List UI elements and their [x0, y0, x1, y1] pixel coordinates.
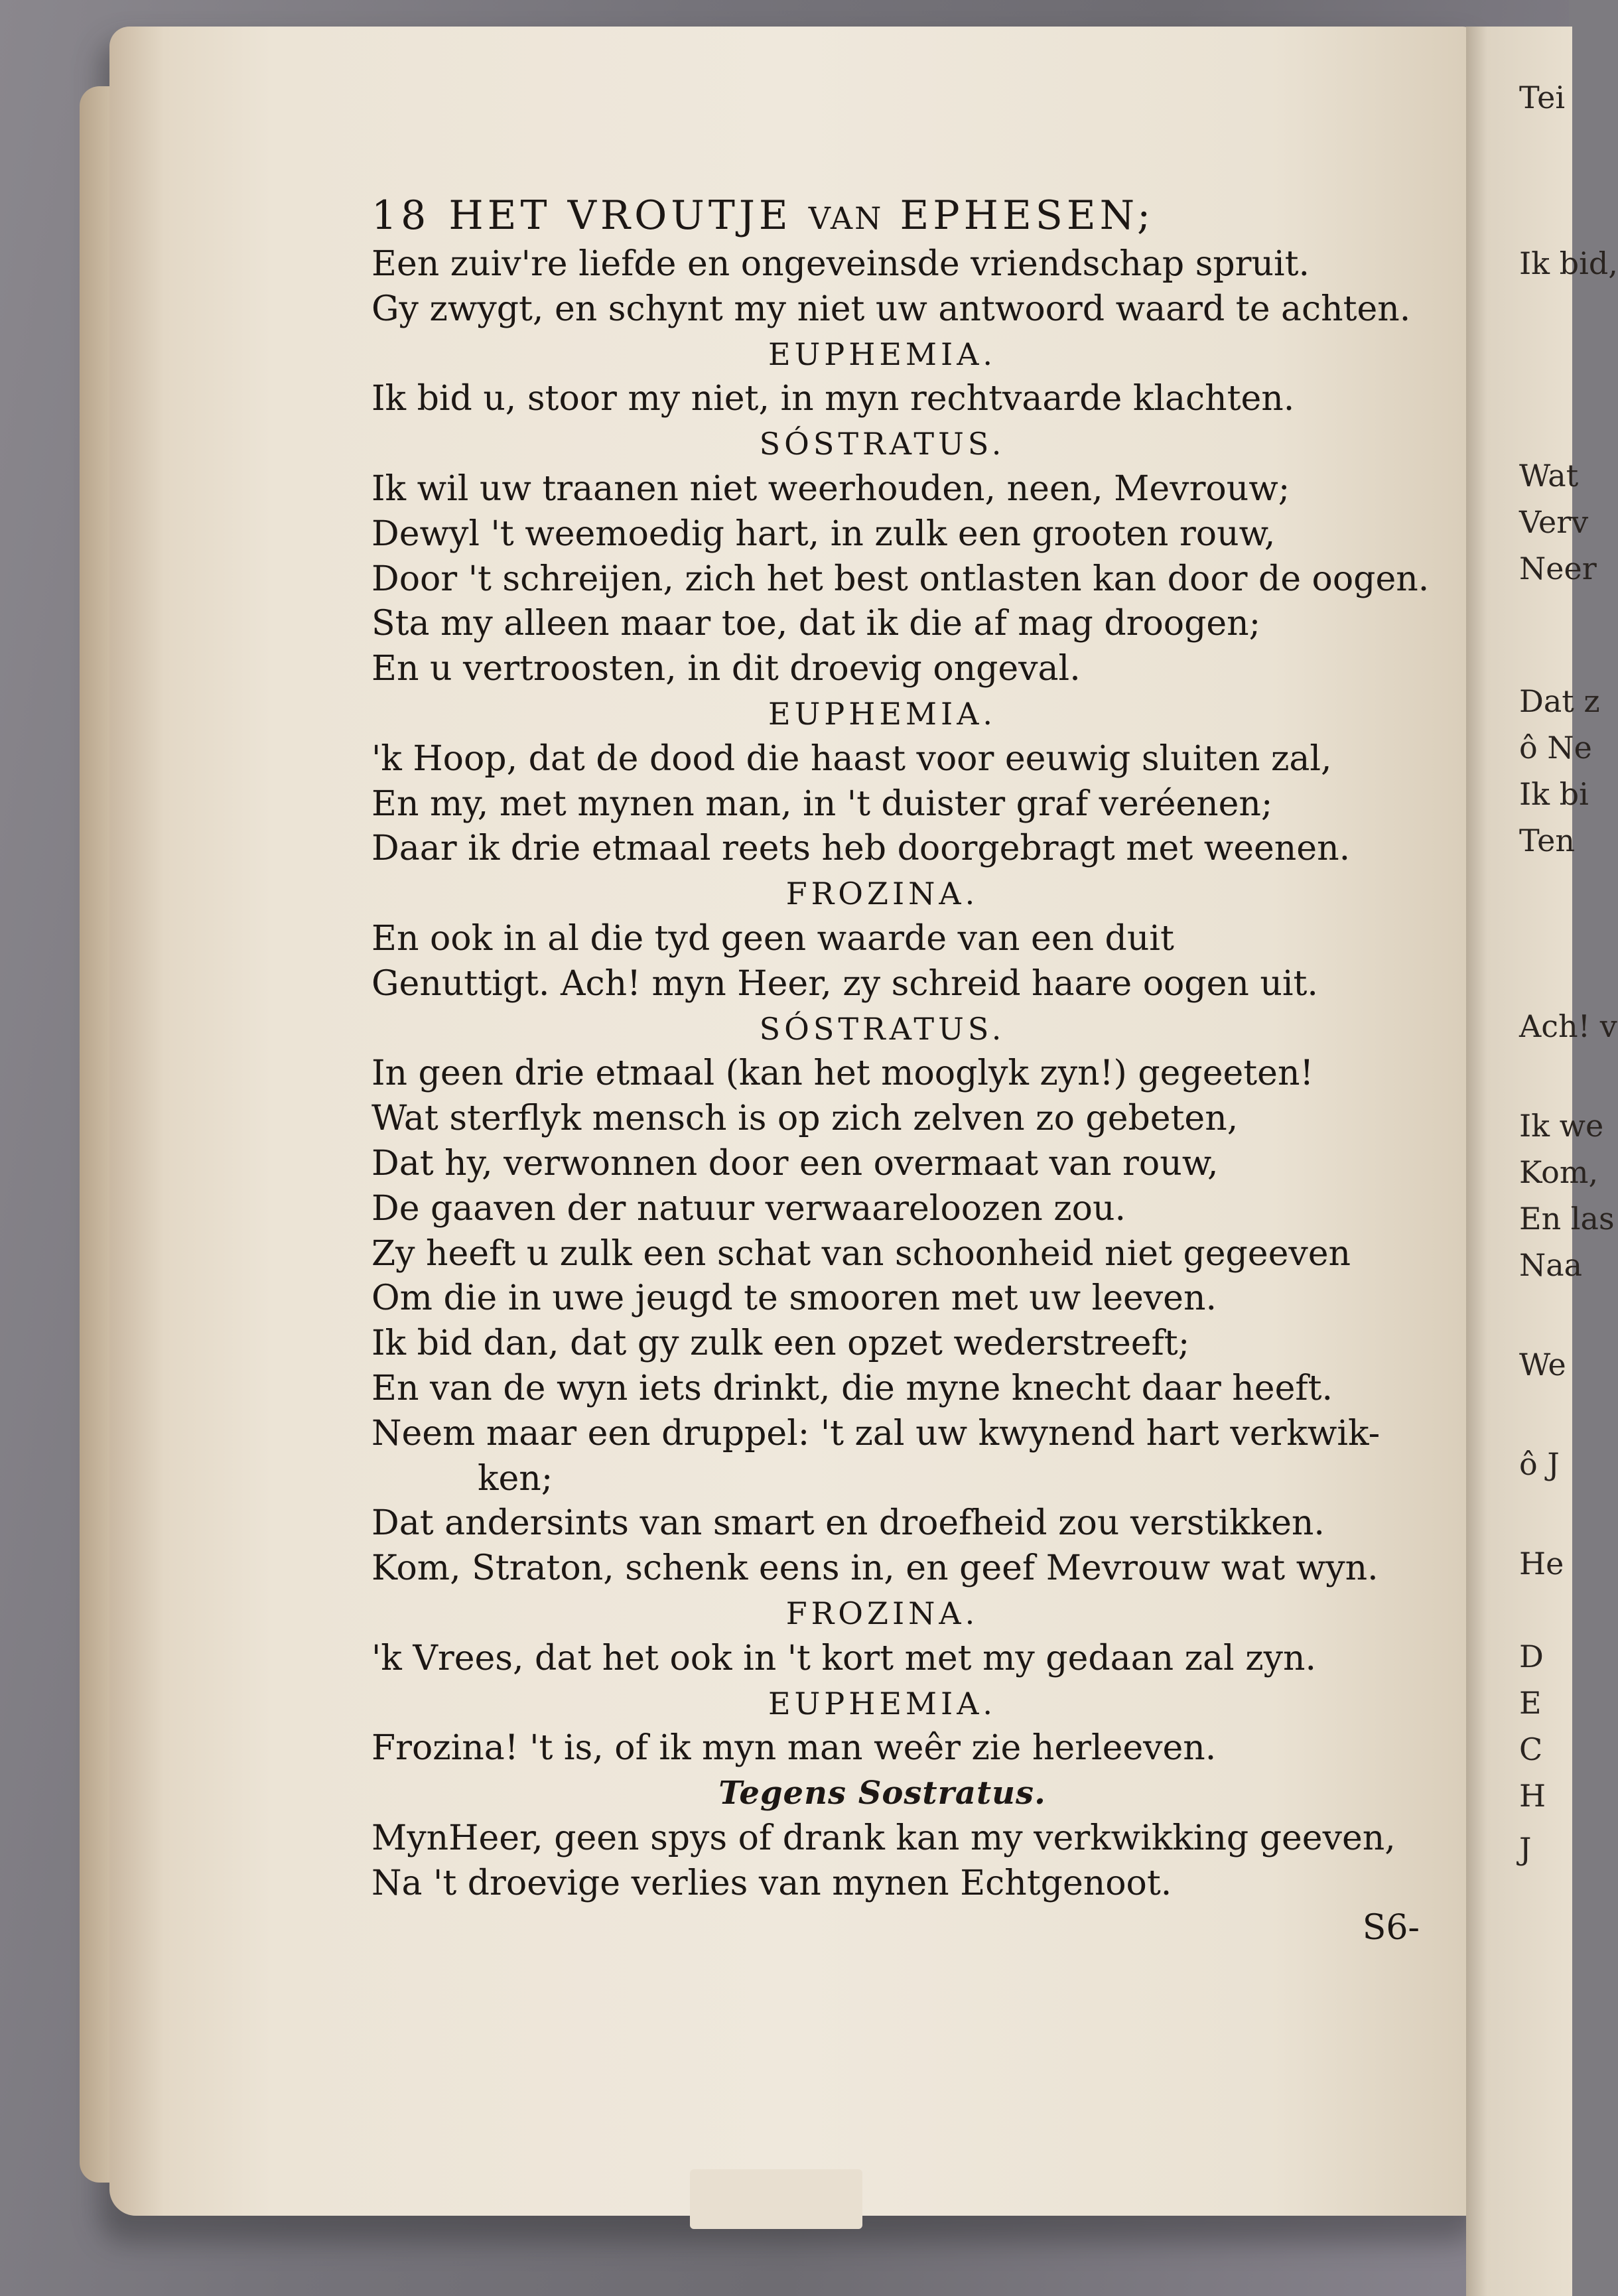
verse-line: ken;	[478, 1458, 553, 1499]
verse-line: En van de wyn iets drinkt, die myne knecht daar heeft.	[371, 1368, 1333, 1408]
facing-page-fragment: Naa	[1519, 1247, 1583, 1283]
facing-page-fragment: We	[1519, 1347, 1566, 1383]
verse-lines	[371, 242, 1446, 1951]
verse-line: Sta my alleen maar toe, dat ik die af mag droogen;	[371, 604, 1261, 644]
speaker-name: FROZINA.	[785, 1595, 979, 1631]
facing-page-fragment: Verv	[1519, 504, 1589, 540]
verse-line: Ik bid dan, dat gy zulk een opzet wederstreeft;	[371, 1323, 1190, 1364]
verse-line: Door 't schreijen, zich het best ontlasten kan door de oogen.	[371, 559, 1430, 599]
facing-page-fragment: D	[1519, 1639, 1544, 1674]
page-number: 18	[371, 192, 431, 239]
verse-line: Neem maar een druppel: 't zal uw kwynend hart verkwik-	[371, 1413, 1381, 1453]
verse-line: 'k Hoop, dat de dood die haast voor eeuwig sluiten zal,	[371, 738, 1332, 779]
facing-page-fragment: Ten	[1519, 823, 1575, 858]
facing-page-fragment: ô J	[1519, 1446, 1560, 1482]
facing-page-fragment: Dat z	[1519, 683, 1600, 719]
header-title-part3: EPHESEN;	[900, 192, 1155, 239]
facing-page-fragment: Ik bi	[1519, 776, 1589, 812]
facing-page-fragment: ô Ne	[1519, 730, 1592, 766]
facing-page-fragment: J	[1519, 1831, 1532, 1867]
speaker-name: SÓSTRATUS.	[759, 426, 1006, 462]
verse-line: 'k Vrees, dat het ook in 't kort met my gedaan zal zyn.	[371, 1638, 1317, 1678]
verse-line: Ik bid u, stoor my niet, in myn rechtvaarde klachten.	[371, 379, 1295, 419]
paper-tab	[690, 2169, 862, 2229]
verse-line: In geen drie etmaal (kan het mooglyk zyn!) gegeeten!	[371, 1053, 1314, 1094]
speaker-name: SÓSTRATUS.	[759, 1010, 1006, 1047]
facing-page-fragment: Tei	[1519, 80, 1566, 115]
facing-page-fragment: H	[1519, 1778, 1546, 1814]
verse-line: Om die in uwe jeugd te smooren met uw leeven.	[371, 1278, 1217, 1319]
verse-line: Daar ik drie etmaal reets heb doorgebragt met weenen.	[371, 829, 1351, 869]
speaker-name: EUPHEMIA.	[768, 1685, 997, 1722]
verse-line: En my, met mynen man, in 't duister graf veréenen;	[371, 783, 1273, 824]
verse-line: Ik wil uw traanen niet weerhouden, neen, Mevrouw;	[371, 468, 1290, 509]
page-text-block	[371, 189, 1446, 1951]
facing-page-fragment: C	[1519, 1731, 1543, 1767]
running-header	[371, 189, 1446, 242]
verse-line: Dewyl 't weemoedig hart, in zulk een grooten rouw,	[371, 513, 1276, 554]
verse-line: Dat hy, verwonnen door een overmaat van rouw,	[371, 1143, 1219, 1183]
facing-page-fragment: Wat	[1519, 458, 1579, 494]
header-title-part1: HET VROUTJE	[448, 192, 792, 239]
stage-direction: Tegens Sostratus.	[718, 1775, 1046, 1812]
facing-page-fragment: Ik we	[1519, 1108, 1604, 1144]
facing-page-fragment: He	[1519, 1546, 1564, 1582]
verse-line: En u vertroosten, in dit droevig ongeval.	[371, 649, 1081, 689]
verse-line: Frozina! 't is, of ik myn man weêr zie herleeven.	[371, 1728, 1217, 1769]
verse-line: De gaaven der natuur verwaareloozen zou.	[371, 1188, 1126, 1229]
verse-line: En ook in al die tyd geen waarde van een duit	[371, 918, 1174, 959]
verse-line: Zy heeft u zulk een schat van schoonheid niet gegeeven	[371, 1233, 1351, 1274]
facing-page-fragment: En las	[1519, 1201, 1615, 1237]
facing-page-fragment: Neer	[1519, 551, 1597, 586]
facing-page-fragment: Ach! v	[1519, 1008, 1617, 1044]
speaker-name: EUPHEMIA.	[768, 336, 997, 372]
book-page-right	[1466, 27, 1618, 2296]
verse-line: Wat sterflyk mensch is op zich zelven zo gebeten,	[371, 1099, 1239, 1139]
speaker-name: FROZINA.	[785, 876, 979, 912]
facing-page-fragment: Ik bid,	[1519, 245, 1618, 281]
speaker-name: EUPHEMIA.	[768, 695, 997, 732]
facing-page-fragment: Kom,	[1519, 1154, 1599, 1190]
verse-line: MynHeer, geen spys of drank kan my verkwikking geeven,	[371, 1818, 1396, 1858]
verse-line: Kom, Straton, schenk eens in, en geef Mevrouw wat wyn.	[371, 1548, 1379, 1589]
catchword: S6-	[1362, 1908, 1420, 1948]
verse-line: Genuttigt. Ach! myn Heer, zy schreid haare oogen uit.	[371, 963, 1318, 1004]
verse-line: Gy zwygt, en schynt my niet uw antwoord waard te achten.	[371, 289, 1411, 329]
facing-page-fragment: E	[1519, 1685, 1542, 1721]
verse-line: Een zuiv're liefde en ongeveinsde vriendschap spruit.	[371, 244, 1310, 284]
verse-line: Na 't droevige verlies van mynen Echtgenoot.	[371, 1863, 1172, 1903]
header-title-part2: VAN	[808, 200, 884, 236]
verse-line: Dat andersints van smart en droefheid zou verstikken.	[371, 1503, 1325, 1544]
